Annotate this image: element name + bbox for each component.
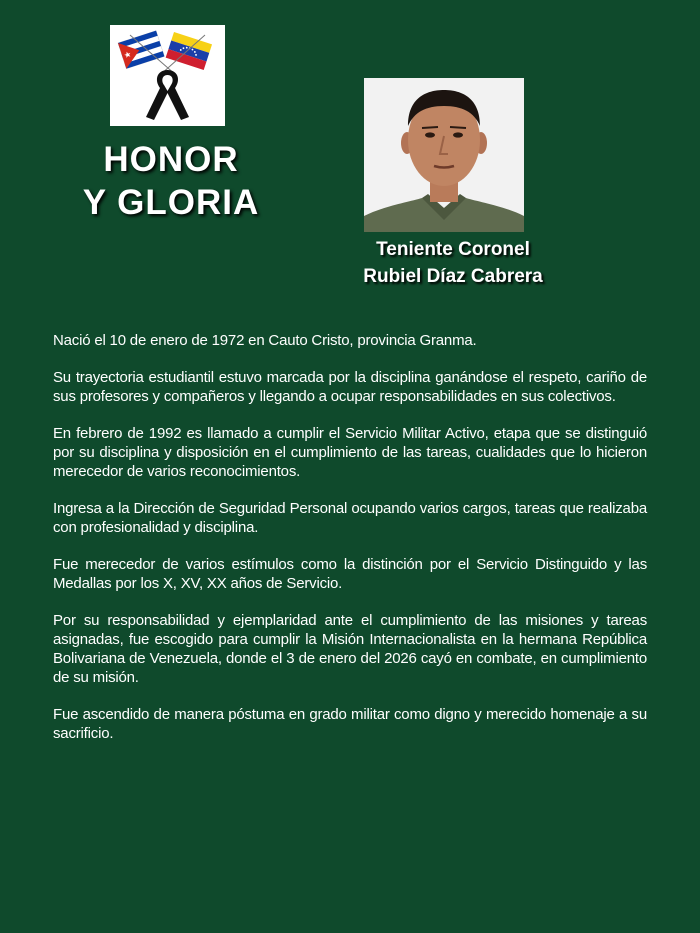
biography-paragraph: Fue ascendido de manera póstuma en grado militar como digno y merecido homenaje a su sacrificio. [53, 706, 647, 742]
portrait-image [364, 78, 524, 232]
biography [53, 331, 647, 761]
honor-title [60, 138, 282, 224]
biography-paragraph: Fue merecedor de varios estímulos como la distinción por el Servicio Distinguido y las Medallas por los X, XV, XX años de Servicio. [53, 556, 647, 592]
biography-paragraph: Su trayectoria estudiantil estuvo marcada por la disciplina ganándose el respeto, cariño de sus profesores y compañeros y llegando a ocupar responsabilidades en sus colectivos. [53, 369, 647, 405]
person-caption [330, 236, 576, 290]
flags-emblem [110, 25, 225, 126]
biography-paragraph: Ingresa a la Dirección de Seguridad Personal ocupando varios cargos, tareas que realizaba con profesionalidad y disciplina. [53, 500, 647, 536]
honor-title-line2: Y GLORIA [82, 183, 260, 222]
biography-paragraph: En febrero de 1992 es llamado a cumplir el Servicio Militar Activo, etapa que se distinguió por su disciplina y disposición en el cumplimiento de las tareas, cualidades que lo hicieron merecedor de varios reconocimientos. [53, 425, 647, 480]
person-name: Rubiel Díaz Cabrera [363, 266, 543, 287]
person-rank: Teniente Coronel [376, 239, 530, 260]
biography-paragraph: Nació el 10 de enero de 1972 en Cauto Cristo, provincia Granma. [53, 332, 477, 349]
cuba-venezuela-flags-mourning-ribbon-icon [110, 25, 225, 126]
portrait-photo [364, 78, 524, 232]
biography-paragraph: Por su responsabilidad y ejemplaridad ante el cumplimiento de las misiones y tareas asignadas, fue escogido para cumplir la Misión Internacionalista en la hermana República Bolivariana de Venezuela, donde el 3 de enero del 2026 cayó en combate, en cumplimiento de su misión. [53, 612, 647, 686]
honor-title-line1: HONOR [103, 140, 239, 179]
